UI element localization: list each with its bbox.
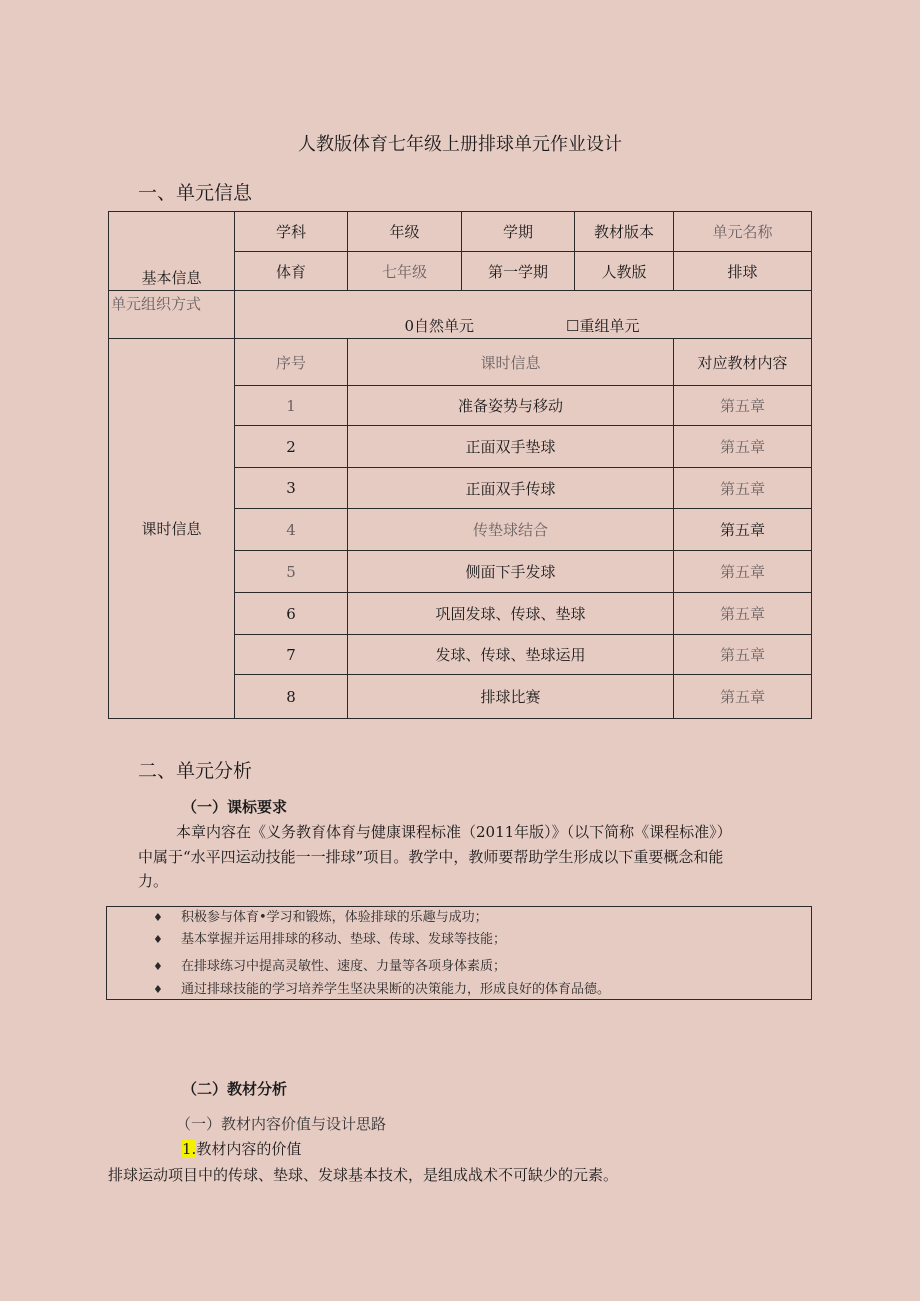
value-edition: 人教版 bbox=[575, 252, 674, 291]
highlighted-number: 1. bbox=[182, 1140, 197, 1158]
lesson-no: 7 bbox=[235, 635, 348, 675]
document-title: 人教版体育七年级上册排球单元作业设计 bbox=[298, 134, 622, 155]
diamond-bullet-icon: ♦ bbox=[153, 933, 163, 946]
list-item bbox=[107, 980, 811, 1000]
header-unit-name: 单元名称 bbox=[674, 212, 812, 252]
lesson-chapter: 第五章 bbox=[674, 635, 812, 675]
subheading-textbook-analysis: （二）教材分析 bbox=[182, 1080, 288, 1098]
lesson-no: 3 bbox=[235, 468, 348, 509]
list-item bbox=[107, 908, 811, 928]
org-method-label: 单元组织方式 bbox=[109, 291, 235, 339]
paragraph-line: 排球运动项目中的传球、垫球、发球基本技术，是组成战术不可缺少的元素。 bbox=[108, 1166, 619, 1184]
value-subject: 体育 bbox=[235, 252, 348, 291]
lesson-chapter: 第五章 bbox=[674, 593, 812, 635]
lesson-no: 5 bbox=[235, 551, 348, 593]
lesson-name: 传垫球结合 bbox=[348, 509, 674, 551]
lesson-name: 正面双手垫球 bbox=[348, 426, 674, 468]
lesson-no: 4 bbox=[235, 509, 348, 551]
header-edition: 教材版本 bbox=[575, 212, 674, 252]
list-item-text: 在排球练习中提高灵敏性、速度、力量等各项身体素质； bbox=[181, 959, 507, 974]
diamond-bullet-icon: ♦ bbox=[153, 911, 163, 924]
lesson-name: 正面双手传球 bbox=[348, 468, 674, 509]
paragraph-line: 中属于“水平四运动技能一一排球”项目。教学中，教师要帮助学生形成以下重要概念和能 bbox=[138, 848, 724, 866]
lesson-name: 巩固发球、传球、垫球 bbox=[348, 593, 674, 635]
value-unit-name: 排球 bbox=[674, 252, 812, 291]
lesson-chapter: 第五章 bbox=[674, 675, 812, 719]
lesson-chapter: 第五章 bbox=[674, 426, 812, 468]
diamond-bullet-icon: ♦ bbox=[153, 960, 163, 973]
numbered-item bbox=[182, 1137, 301, 1162]
subheading-curriculum: （一）课标要求 bbox=[182, 798, 288, 816]
list-item-text: 基本掌握并运用排球的移动、垫球、传球、发球等技能； bbox=[181, 932, 507, 947]
lesson-no: 8 bbox=[235, 675, 348, 719]
value-term: 第一学期 bbox=[462, 252, 575, 291]
lesson-name: 侧面下手发球 bbox=[348, 551, 674, 593]
lesson-name: 排球比赛 bbox=[348, 675, 674, 719]
paragraph-line: 本章内容在《义务教育体育与健康课程标准（2011年版）》（以下简称《课程标准》） bbox=[176, 823, 732, 841]
org-option-regroup: ☐重组单元 bbox=[566, 317, 640, 335]
header-grade: 年级 bbox=[348, 212, 462, 252]
unit-info-table bbox=[108, 211, 812, 719]
lesson-no: 2 bbox=[235, 426, 348, 468]
lesson-header-content: 对应教材内容 bbox=[674, 339, 812, 386]
lesson-chapter: 第五章 bbox=[674, 509, 812, 551]
lesson-no: 1 bbox=[235, 386, 348, 426]
section-heading-unit-info: 一、单元信息 bbox=[138, 182, 253, 204]
lesson-chapter: 第五章 bbox=[674, 551, 812, 593]
header-subject: 学科 bbox=[235, 212, 348, 252]
subheading-content-value: （一）教材内容价值与设计思路 bbox=[176, 1115, 387, 1133]
numbered-item-text: 教材内容的价值 bbox=[196, 1140, 302, 1158]
header-term: 学期 bbox=[462, 212, 575, 252]
lesson-chapter: 第五章 bbox=[674, 468, 812, 509]
list-item bbox=[107, 930, 811, 950]
lesson-name: 发球、传球、垫球运用 bbox=[348, 635, 674, 675]
org-method-options bbox=[235, 291, 812, 339]
lesson-no: 6 bbox=[235, 593, 348, 635]
lesson-chapter: 第五章 bbox=[674, 386, 812, 426]
lesson-header-info: 课时信息 bbox=[348, 339, 674, 386]
list-item-text: 积极参与体育•学习和锻炼，体验排球的乐趣与成功； bbox=[181, 910, 488, 925]
paragraph-line: 力。 bbox=[138, 872, 169, 890]
list-item bbox=[107, 957, 811, 977]
lesson-name: 准备姿势与移动 bbox=[348, 386, 674, 426]
basic-info-label: 基本信息 bbox=[109, 212, 235, 291]
org-option-natural: 0自然单元 bbox=[404, 317, 475, 335]
section-heading-unit-analysis: 二、单元分析 bbox=[138, 760, 253, 782]
value-grade: 七年级 bbox=[348, 252, 462, 291]
diamond-bullet-icon: ♦ bbox=[153, 983, 163, 996]
goals-box bbox=[106, 906, 812, 1000]
lesson-header-no: 序号 bbox=[235, 339, 348, 386]
list-item-text: 通过排球技能的学习培养学生坚决果断的决策能力，形成良好的体育品德。 bbox=[181, 982, 611, 997]
lesson-info-label: 课时信息 bbox=[109, 339, 235, 719]
